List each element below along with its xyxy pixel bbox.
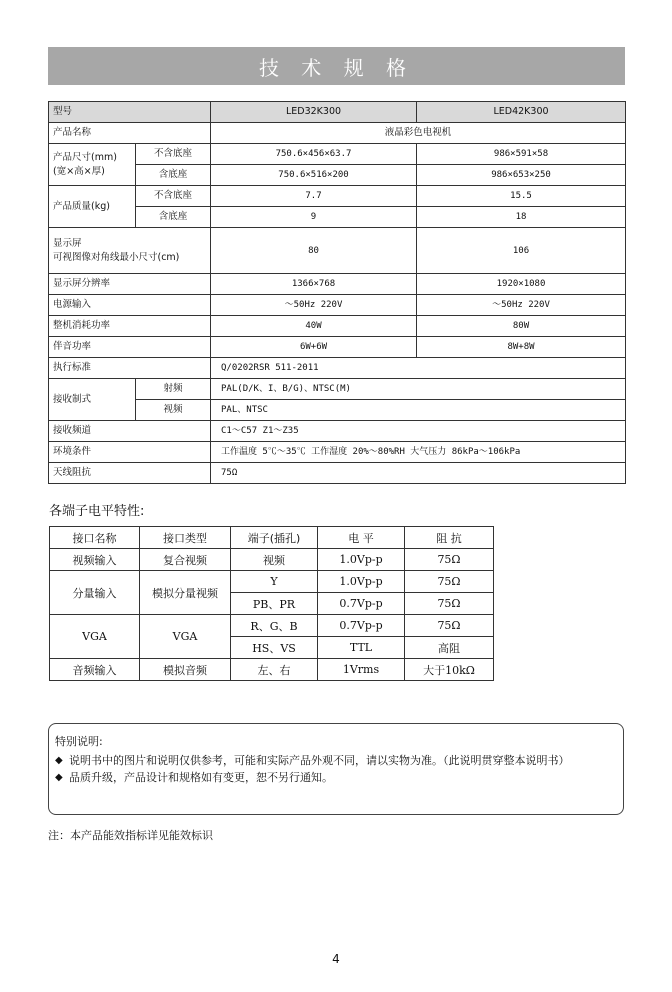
weight-sub-no-base: 不含底座: [136, 186, 211, 207]
spec-row-power-input: [49, 295, 626, 316]
antenna-label: 天线阻抗: [49, 463, 211, 484]
video-in-impedance: 75Ω: [405, 549, 494, 571]
component-type: 模拟分量视频: [140, 571, 231, 615]
spec-row-consumption: [49, 316, 626, 337]
audio-power-m2: 8W+8W: [417, 337, 626, 358]
audio-in-impedance: 大于10kΩ: [405, 659, 494, 681]
environment-label: 环境条件: [49, 442, 211, 463]
size-m2-no-base: 986×591×58: [417, 144, 626, 165]
model-2: LED42K300: [417, 102, 626, 123]
power-input-m2: ～50Hz 220V: [417, 295, 626, 316]
spec-row-weight-base: [49, 207, 626, 228]
page-title: 技 术 规 格: [48, 47, 625, 85]
channels-value: C1～C57 Z1～Z35: [211, 421, 626, 442]
reception-rf-value: PAL(D/K、I、B/G)、NTSC(M): [211, 379, 626, 400]
vga-terminal-1: R、G、B: [231, 615, 318, 637]
audio-in-type: 模拟音频: [140, 659, 231, 681]
component-level-1: 1.0Vp-p: [318, 571, 405, 593]
spec-table: [48, 101, 626, 484]
ports-header-level: 电 平: [318, 527, 405, 549]
spec-row-size-base: [49, 165, 626, 186]
weight-sub-base: 含底座: [136, 207, 211, 228]
weight-label: 产品质量(kg): [49, 186, 136, 228]
consumption-label: 整机消耗功率: [49, 316, 211, 337]
diamond-bullet-icon: ◆: [55, 755, 63, 766]
standard-label: 执行标准: [49, 358, 211, 379]
spec-row-environment: [49, 442, 626, 463]
diamond-bullet-icon: ◆: [55, 772, 63, 783]
spec-row-weight: [49, 186, 626, 207]
vga-name: VGA: [50, 615, 140, 659]
ports-header-type: 接口类型: [140, 527, 231, 549]
size-m2-base: 986×653×250: [417, 165, 626, 186]
reception-sub-video: 视频: [136, 400, 211, 421]
component-terminal-1: Y: [231, 571, 318, 593]
ports-table: [49, 526, 494, 681]
note-item: [55, 769, 617, 786]
energy-footnote: 注：本产品能效指标详见能效标识: [48, 829, 213, 842]
model-1: LED32K300: [211, 102, 417, 123]
weight-m2-no-base: 15.5: [417, 186, 626, 207]
resolution-m1: 1366×768: [211, 274, 417, 295]
size-sub-base: 含底座: [136, 165, 211, 186]
spec-row-screen: [49, 228, 626, 274]
channels-label: 接收频道: [49, 421, 211, 442]
video-in-type: 复合视频: [140, 549, 231, 571]
resolution-m2: 1920×1080: [417, 274, 626, 295]
audio-power-label: 伴音功率: [49, 337, 211, 358]
product-name-label: 产品名称: [49, 123, 211, 144]
audio-in-level: 1Vrms: [318, 659, 405, 681]
reception-label: 接收制式: [49, 379, 136, 421]
ports-header-impedance: 阻 抗: [405, 527, 494, 549]
spec-row-channels: [49, 421, 626, 442]
video-in-level: 1.0Vp-p: [318, 549, 405, 571]
spec-row-reception: [49, 379, 626, 400]
consumption-m2: 80W: [417, 316, 626, 337]
standard-value: Q/0202RSR 511-2011: [211, 358, 626, 379]
spec-header-row: [49, 102, 626, 123]
page-number: 4: [332, 952, 340, 966]
video-in-name: 视频输入: [50, 549, 140, 571]
weight-m1-no-base: 7.7: [211, 186, 417, 207]
audio-power-m1: 6W+6W: [211, 337, 417, 358]
ports-section-title: 各端子电平特性:: [49, 504, 145, 519]
weight-m1-base: 9: [211, 207, 417, 228]
ports-row-component: [50, 571, 494, 593]
screen-m2: 106: [417, 228, 626, 274]
antenna-value: 75Ω: [211, 463, 626, 484]
spec-row-standard: [49, 358, 626, 379]
vga-level-2: TTL: [318, 637, 405, 659]
component-terminal-2: PB、PR: [231, 593, 318, 615]
product-name-value: 液晶彩色电视机: [211, 123, 626, 144]
power-input-m1: ～50Hz 220V: [211, 295, 417, 316]
size-sub-no-base: 不含底座: [136, 144, 211, 165]
vga-terminal-2: HS、VS: [231, 637, 318, 659]
screen-m1: 80: [211, 228, 417, 274]
note-text-2: 品质升级，产品设计和规格如有变更，恕不另行通知。: [69, 771, 333, 784]
audio-in-name: 音频输入: [50, 659, 140, 681]
spec-row-antenna: [49, 463, 626, 484]
consumption-m1: 40W: [211, 316, 417, 337]
component-name: 分量输入: [50, 571, 140, 615]
video-in-terminal: 视频: [231, 549, 318, 571]
size-m1-base: 750.6×516×200: [211, 165, 417, 186]
audio-in-terminal: 左、右: [231, 659, 318, 681]
ports-header-row: [50, 527, 494, 549]
weight-m2-base: 18: [417, 207, 626, 228]
ports-row-video: [50, 549, 494, 571]
reception-sub-rf: 射频: [136, 379, 211, 400]
size-m1-no-base: 750.6×456×63.7: [211, 144, 417, 165]
vga-type: VGA: [140, 615, 231, 659]
spec-row-reception-video: [49, 400, 626, 421]
ports-row-audio: [50, 659, 494, 681]
note-item: [55, 752, 617, 769]
ports-row-vga: [50, 615, 494, 637]
resolution-label: 显示屏分辨率: [49, 274, 211, 295]
reception-video-value: PAL、NTSC: [211, 400, 626, 421]
power-input-label: 电源输入: [49, 295, 211, 316]
size-label: 产品尺寸(mm) (宽×高×厚): [49, 144, 136, 186]
spec-row-audio-power: [49, 337, 626, 358]
component-level-2: 0.7Vp-p: [318, 593, 405, 615]
spec-row-product-name: [49, 123, 626, 144]
spec-row-size: [49, 144, 626, 165]
notes-title: 特别说明:: [55, 735, 103, 748]
component-impedance-2: 75Ω: [405, 593, 494, 615]
spec-row-resolution: [49, 274, 626, 295]
special-notes-box: [48, 723, 624, 815]
vga-impedance-1: 75Ω: [405, 615, 494, 637]
vga-impedance-2: 高阻: [405, 637, 494, 659]
note-text-1: 说明书中的图片和说明仅供参考，可能和实际产品外观不同，请以实物为准。（此说明贯穿整本说明书）: [69, 754, 570, 767]
component-impedance-1: 75Ω: [405, 571, 494, 593]
screen-label: 显示屏 可视图像对角线最小尺寸(cm): [49, 228, 211, 274]
vga-level-1: 0.7Vp-p: [318, 615, 405, 637]
environment-value: 工作温度 5℃～35℃ 工作湿度 20%～80%RH 大气压力 86kPa～106kPa: [211, 442, 626, 463]
model-label: 型号: [49, 102, 211, 123]
ports-header-terminal: 端子(插孔): [231, 527, 318, 549]
ports-header-name: 接口名称: [50, 527, 140, 549]
